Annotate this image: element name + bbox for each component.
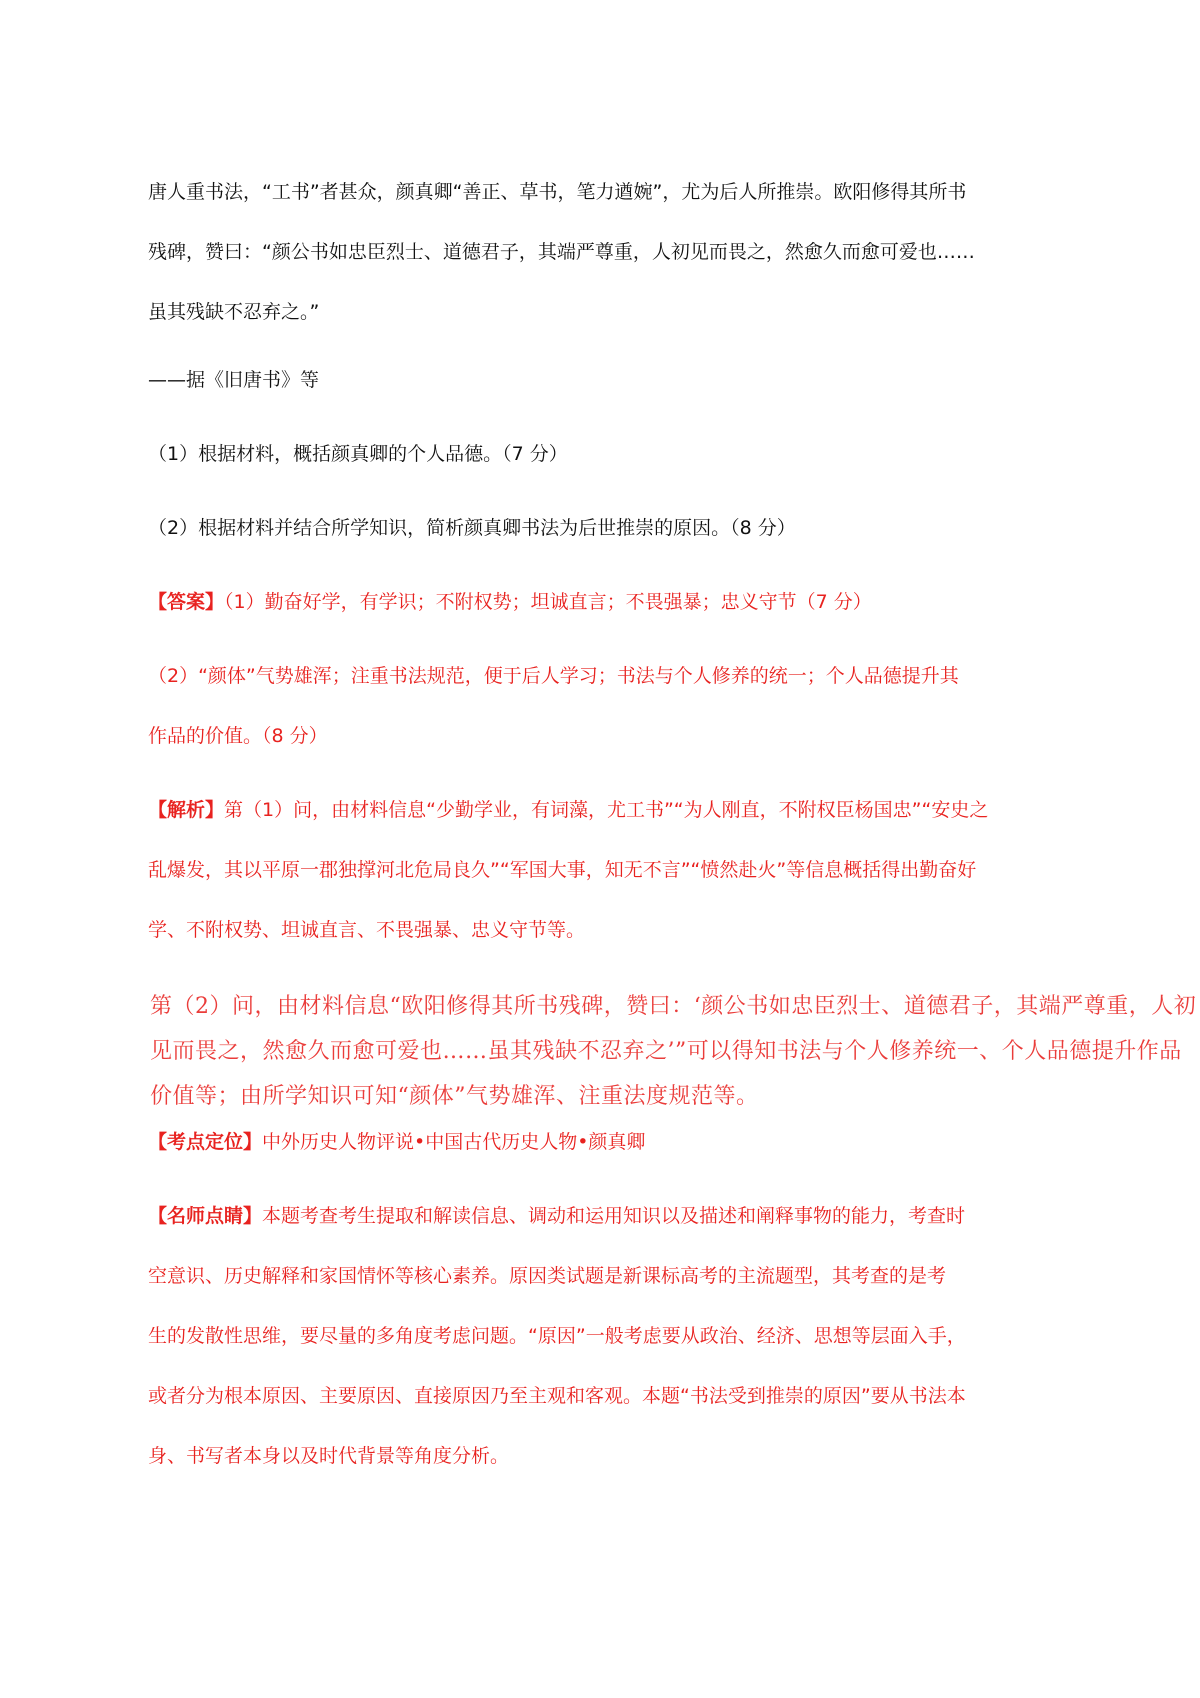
topic-text: 中外历史人物评说•中国古代历史人物•颜真卿 xyxy=(262,1131,646,1153)
teacher-line-2: 空意识、历史解释和家国情怀等核心素养。原因类试题是新课标高考的主流题型，其考查的是考 xyxy=(148,1265,947,1287)
analysis-p2-line-1: 第（2）问，由材料信息“欧阳修得其所书残碑，赞曰：‘颜公书如忠臣烈士、道德君子，其端严尊重，人初 xyxy=(150,994,1197,1019)
analysis-p1-line-2: 乱爆发，其以平原一郡独撑河北危局良久”“军国大事，知无不言”“愤然赴火”等信息概括得出勤奋好 xyxy=(148,859,977,881)
analysis-p2-line-2: 见而畏之，然愈久而愈可爱也……虽其残缺不忍弃之’”可以得知书法与个人修养统一、个人品德提升作品 xyxy=(150,1039,1182,1064)
analysis-line-1 xyxy=(148,796,1068,824)
answer-part-2-line-2: 作品的价值。（8 分） xyxy=(148,725,328,747)
question-2: （2）根据材料并结合所学知识，简析颜真卿书法为后世推崇的原因。（8 分） xyxy=(148,517,796,539)
answer-part-1 xyxy=(148,588,1068,616)
answer-1-text: （1）勤奋好学，有学识；不附权势；坦诚直言；不畏强暴；忠义守节（7 分） xyxy=(224,591,872,613)
analysis-part-2-scan xyxy=(150,984,1197,1122)
teacher-line-3: 生的发散性思维，要尽量的多角度考虑问题。“原因”一般考虑要从政治、经济、思想等层面入手， xyxy=(148,1325,966,1347)
material-line-2: 残碑，赞曰：“颜公书如忠臣烈士、道德君子，其端严尊重，人初见而畏之，然愈久而愈可爱也…… xyxy=(148,241,975,263)
material-line-3: 虽其残缺不忍弃之。” xyxy=(148,301,320,323)
teacher-label: 【名师点睛】 xyxy=(148,1205,263,1227)
topic-label: 【考点定位】 xyxy=(148,1131,263,1153)
teacher-line-4: 或者分为根本原因、主要原因、直接原因乃至主观和客观。本题“书法受到推崇的原因”要从书法本 xyxy=(148,1385,966,1407)
material-source: ——据《旧唐书》等 xyxy=(148,369,320,391)
answer-part-2-line-1: （2）“颜体”气势雄浑；注重书法规范，便于后人学习；书法与个人修养的统一；个人品德提升其 xyxy=(148,665,959,687)
teacher-line-1-text: 本题考查考生提取和解读信息、调动和运用知识以及描述和阐释事物的能力，考查时 xyxy=(262,1205,966,1227)
topic-positioning xyxy=(148,1128,1068,1156)
question-1: （1）根据材料，概括颜真卿的个人品德。（7 分） xyxy=(148,443,568,465)
answer-label: 【答案】 xyxy=(148,591,225,613)
analysis-label: 【解析】 xyxy=(148,799,225,821)
analysis-p1-line-3: 学、不附权势、坦诚直言、不畏强暴、忠义守节等。 xyxy=(148,919,586,941)
teacher-line-5: 身、书写者本身以及时代背景等角度分析。 xyxy=(148,1445,510,1467)
analysis-p2-line-3: 价值等；由所学知识可知“颜体”气势雄浑、注重法度规范等。 xyxy=(150,1084,759,1109)
material-line-1: 唐人重书法，“工书”者甚众，颜真卿“善正、草书，笔力遒婉”，尤为后人所推崇。欧阳修得其所书 xyxy=(148,181,967,203)
teacher-line-1 xyxy=(148,1202,1068,1230)
analysis-p1-line-1: 第（1）问，由材料信息“少勤学业，有词藻，尤工书”“为人刚直，不附权臣杨国忠”“安史之 xyxy=(224,799,989,821)
